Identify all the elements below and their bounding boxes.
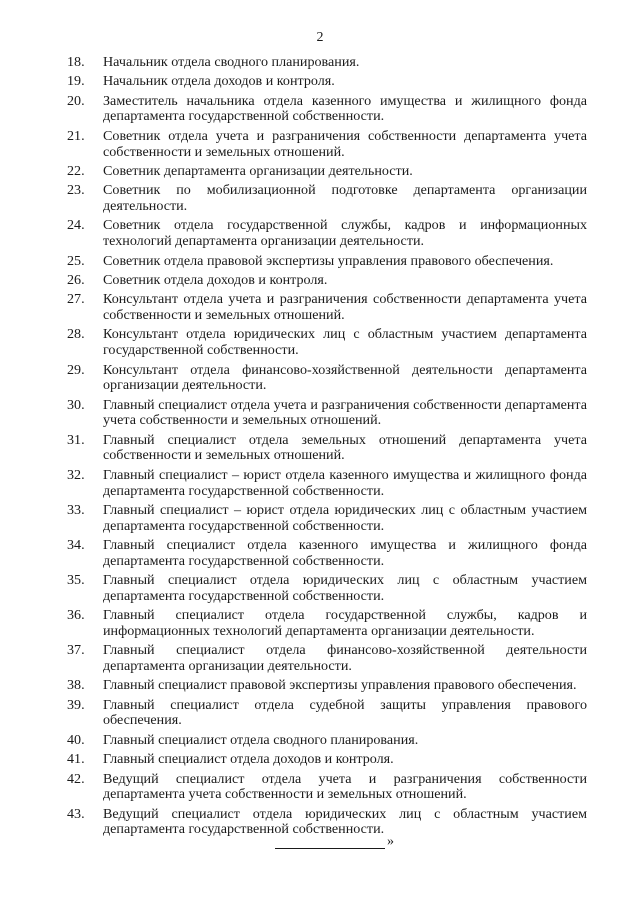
list-item-number: 20. — [67, 92, 85, 109]
list-item-text: Советник по мобилизационной подготовке департамента организации деятельности. — [103, 182, 587, 215]
closing-quote: » — [387, 834, 394, 849]
list-item — [0, 608, 587, 639]
list-item — [0, 698, 587, 729]
list-item — [0, 273, 587, 289]
list-item — [0, 772, 587, 803]
list-item — [0, 503, 587, 534]
list-item-text: Консультант отдела учета и разграничения собственности департамента учета собственности и земельных отношений. — [103, 291, 587, 324]
list-item-text: Консультант отдела финансово-хозяйственной деятельности департамента организации деятельности. — [103, 361, 587, 394]
list-item-text: Главный специалист отдела учета и разграничения собственности департамента учета собственности и земельных отношений. — [103, 396, 587, 429]
list-item-text: Советник отдела доходов и контроля. — [103, 271, 328, 288]
list-item-number: 40. — [67, 731, 85, 748]
list-item — [0, 643, 587, 674]
list-item — [0, 468, 587, 499]
list-item-text: Главный специалист отдела юридических лиц с областным участием департамента государственной собственности. — [103, 572, 587, 604]
list-item-number: 30. — [67, 396, 85, 413]
list-item-number: 28. — [67, 326, 85, 343]
list-item-text: Главный специалист отдела судебной защиты управления правового обеспечения. — [103, 696, 587, 729]
numbered-list — [0, 55, 640, 842]
list-item-text: Ведущий специалист отдела юридических лиц с областным участием департамента государственной собственности. — [103, 805, 587, 838]
end-line — [275, 848, 385, 849]
list-item — [0, 678, 587, 694]
list-item-number: 41. — [67, 751, 85, 768]
list-item-number: 32. — [67, 466, 85, 483]
list-item-number: 23. — [67, 182, 85, 199]
list-item-text: Начальник отдела доходов и контроля. — [103, 73, 335, 90]
list-item-text: Главный специалист отдела финансово-хозяйственной деятельности департамента организации деятельности. — [103, 642, 587, 674]
list-item-number: 38. — [67, 677, 85, 694]
list-item — [0, 55, 587, 71]
list-item-number: 24. — [67, 217, 85, 234]
list-item — [0, 254, 587, 270]
list-item-number: 29. — [67, 361, 85, 378]
list-item-text: Главный специалист отдела государственной службы, кадров и информационных технологий департамента организации деятельности. — [103, 607, 587, 639]
list-item-number: 18. — [67, 54, 85, 70]
list-item — [0, 538, 587, 569]
list-item-text: Главный специалист правовой экспертизы управления правового обеспечения. — [103, 677, 577, 694]
list-item — [0, 292, 587, 323]
list-item-text: Заместитель начальника отдела казенного имущества и жилищного фонда департамента государственной собственности. — [103, 92, 587, 125]
list-item-text: Ведущий специалист отдела учета и разграничения собственности департамента учета собственности и земельных отношений. — [103, 770, 587, 803]
list-item — [0, 433, 587, 464]
list-item-text: Советник отдела правовой экспертизы управления правового обеспечения. — [103, 252, 554, 269]
list-item-text: Главный специалист – юрист отдела юридических лиц с областным участием департамента государственной собственности. — [103, 501, 587, 534]
list-item-text: Советник отдела учета и разграничения собственности департамента учета собственности и земельных отношений. — [103, 127, 587, 160]
end-mark — [275, 834, 415, 852]
list-item — [0, 218, 587, 249]
list-item-text: Начальник отдела сводного планирования. — [103, 54, 360, 70]
list-item — [0, 327, 587, 358]
list-item — [0, 74, 587, 90]
list-item-number: 19. — [67, 73, 85, 90]
list-item-number: 34. — [67, 536, 85, 553]
list-item-number: 21. — [67, 127, 85, 144]
list-item — [0, 94, 587, 125]
list-item-number: 35. — [67, 572, 85, 589]
list-item-number: 22. — [67, 162, 85, 179]
list-item-text: Главный специалист отдела доходов и контроля. — [103, 751, 394, 768]
list-item-number: 26. — [67, 271, 85, 288]
list-item-text: Главный специалист отдела сводного планирования. — [103, 731, 419, 748]
page-number: 2 — [316, 30, 324, 45]
list-item — [0, 733, 587, 749]
list-item-text: Главный специалист отдела казенного имущества и жилищного фонда департамента государственной собственности. — [103, 536, 587, 569]
list-item-text: Главный специалист отдела земельных отношений департамента учета собственности и земельных отношений. — [103, 431, 587, 464]
list-item — [0, 164, 587, 180]
list-item-text: Консультант отдела юридических лиц с областным участием департамента государственной собственности. — [103, 326, 587, 359]
list-item-number: 27. — [67, 291, 85, 308]
list-item — [0, 183, 587, 214]
list-item-number: 36. — [67, 607, 85, 624]
list-item — [0, 752, 587, 768]
list-item — [0, 363, 587, 394]
list-item-number: 42. — [67, 770, 85, 787]
list-item-text: Советник департамента организации деятельности. — [103, 162, 413, 179]
list-item-number: 39. — [67, 696, 85, 713]
list-item-number: 25. — [67, 252, 85, 269]
list-item-number: 31. — [67, 431, 85, 448]
list-item — [0, 573, 587, 604]
list-item-text: Советник отдела государственной службы, кадров и информационных технологий департамента организации деятельности. — [103, 217, 587, 250]
list-item — [0, 129, 587, 160]
list-item-text: Главный специалист – юрист отдела казенного имущества и жилищного фонда департамента государственной собственности. — [103, 466, 587, 499]
list-item-number: 33. — [67, 501, 85, 518]
list-item-number: 43. — [67, 805, 85, 822]
list-item — [0, 398, 587, 429]
list-item-number: 37. — [67, 642, 85, 659]
